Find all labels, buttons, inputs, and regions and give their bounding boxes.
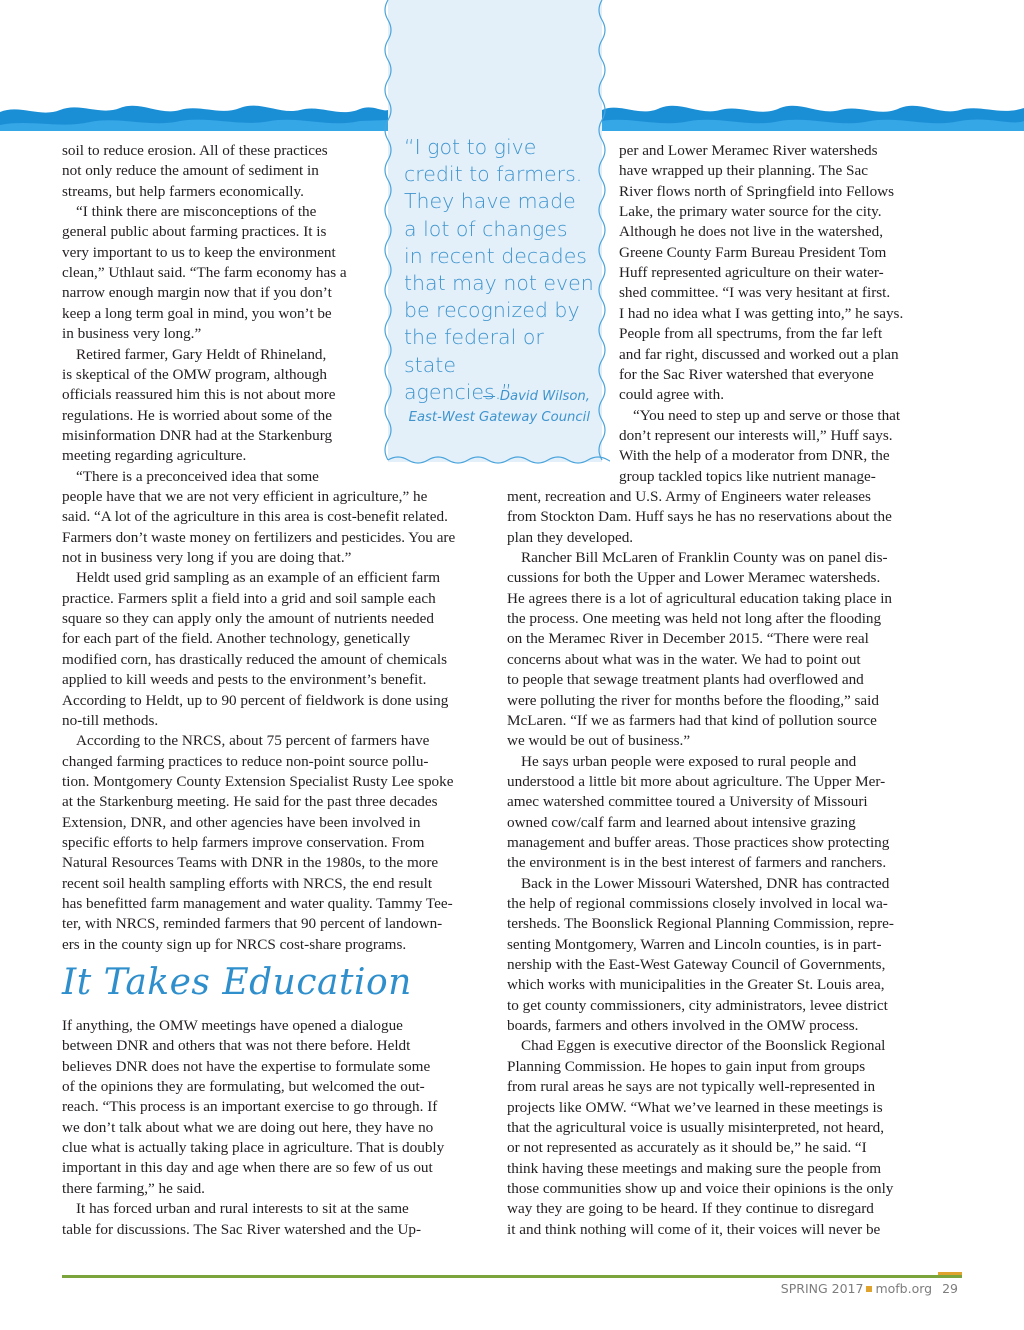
text-line: He agrees there is a lot of agricultural education taking place in (507, 589, 893, 607)
text-line: the help of regional commissions closely involved in local wa- (507, 895, 888, 912)
text-line: projects like OMW. “What we’ve learned in these meetings is (507, 1098, 883, 1116)
text-line: general public about farming practices. It is (62, 223, 327, 241)
text-line: cussions for both the Upper and Lower Meramec watersheds. (507, 569, 881, 587)
footer-site: mofb.org (875, 1281, 933, 1296)
text-line: People from all spectrums, from the far left (619, 325, 883, 343)
text-line: Greene County Farm Bureau President Tom (619, 243, 887, 261)
text-line: According to Heldt, up to 90 percent of fieldwork is done using (62, 691, 449, 709)
text-line: or not represented as accurately as it should be,” he said. “I (507, 1139, 867, 1157)
text-line: people have that we are not very efficient in agriculture,” he (62, 488, 428, 505)
text-line: With the help of a moderator from DNR, the (619, 447, 890, 465)
pull-quote-line: be recognized by (404, 298, 580, 323)
text-line: According to the NRCS, about 75 percent of farmers have (76, 732, 430, 750)
text-line: were polluting the river for months before the flooding,” said (507, 691, 879, 709)
text-line: Although he does not live in the watershed, (619, 223, 884, 241)
text-line: Farmers don’t waste money on fertilizers and pesticides. You are (62, 528, 456, 546)
text-line: reach. “This process is an important exercise to go through. If (62, 1098, 438, 1116)
text-line: Chad Eggen is executive director of the Boonslick Regional (521, 1037, 886, 1055)
text-line: table for discussions. The Sac River watershed and the Up- (62, 1220, 422, 1238)
text-line: we would be out of business.” (507, 732, 691, 750)
pull-quote-line: “I got to give (404, 135, 537, 159)
text-line: practice. Farmers split a field into a grid and soil sample each (62, 589, 436, 607)
text-line: at the Starkenburg meeting. He said for the past three decades (62, 793, 438, 811)
text-line: management and buffer areas. Those practices show protecting (507, 833, 890, 851)
text-line: “There is a preconceived idea that some (76, 467, 319, 485)
text-line: of the opinions they are formulating, but welcomed the out- (62, 1078, 425, 1096)
text-line: McLaren. “If we as farmers had that kind of pollution source (507, 711, 877, 729)
pull-quote-line: a lot of changes (404, 216, 568, 241)
text-line: we don’t talk about what we are doing out here, they have no (62, 1118, 434, 1136)
text-line: believes DNR does not have the expertise to formulate some (62, 1057, 431, 1075)
text-line: on the Meramec River in December 2015. “There were real (507, 630, 869, 648)
text-line: If anything, the OMW meetings have opened a dialogue (62, 1017, 403, 1034)
text-line: not only reduce the amount of sediment in (62, 162, 319, 180)
text-line: Lake, the primary water source for the city. (619, 203, 882, 221)
text-line: to people that sewage treatment plants had overflowed and (507, 671, 864, 689)
text-line: He says urban people were exposed to rural people and (521, 752, 857, 770)
text-line: from Stockton Dam. Huff says he has no reservations about the (507, 508, 892, 526)
text-line: narrow enough margin now that if you don’t (62, 284, 332, 302)
text-line: not in business very long if you are doing that.” (62, 549, 352, 567)
pull-quote-line: East-West Gateway Council (408, 410, 590, 425)
text-line: understood a little bit more about agriculture. The Upper Mer- (507, 772, 886, 790)
text-line: River flows north of Springfield into Fellows (619, 182, 895, 200)
text-line: clue what is actually taking place in agriculture. That is doubly (62, 1139, 445, 1157)
text-line: ers in the county sign up for NRCS cost-share programs. (62, 935, 407, 953)
text-line: said. “A lot of the agriculture in this area is cost-benefit related. (62, 508, 448, 526)
pull-quote-line: the federal or state (404, 325, 544, 377)
text-line: meeting regarding agriculture. (62, 447, 247, 465)
text-line: very important to us to keep the environment (62, 243, 336, 261)
text-line: “You need to step up and serve or those that (633, 406, 901, 424)
text-line: group tackled topics like nutrient manage- (619, 467, 876, 485)
text-line: nership with the East-West Gateway Council of Governments, (507, 956, 886, 974)
text-line: per and Lower Meramec River watersheds (619, 142, 878, 159)
text-line: which works with municipalities in the Greater St. Louis area, (507, 976, 885, 994)
text-line: specific efforts to help farmers improve conservation. From (62, 833, 425, 851)
text-line: way they are going to be heard. If they continue to disregard (507, 1200, 874, 1218)
pull-quote-line: in recent decades (404, 243, 587, 268)
text-line: keep a long term goal in mind, you won’t be (62, 304, 332, 322)
text-line: Natural Resources Teams with DNR in the 1980s, to the more (62, 854, 439, 872)
text-line: officials reassured him this is not about more (62, 386, 336, 404)
pull-quote-line: — David Wilson, (482, 389, 590, 404)
text-line: in business very long.” (62, 325, 202, 343)
text-line: tersheds. The Boonslick Regional Planning Commission, repre- (507, 915, 894, 933)
text-line: for each part of the field. Another technology, genetically (62, 630, 411, 648)
text-line: is skeptical of the OMW program, although (62, 365, 328, 383)
text-line: those communities show up and voice their opinions is the only (507, 1179, 894, 1197)
pull-quote-attribution (404, 386, 590, 428)
text-line: it and think nothing will come of it, their voices will never be (507, 1220, 881, 1238)
text-line: Huff represented agriculture on their water- (619, 264, 884, 282)
text-line: senting Montgomery, Warren and Lincoln counties, is in part- (507, 935, 882, 953)
text-line: It has forced urban and rural interests to sit at the same (76, 1200, 409, 1218)
text-line: could agree with. (619, 386, 725, 404)
page-footer (781, 1281, 958, 1296)
text-line: the environment is in the best interest of farmers and ranchers. (507, 854, 887, 872)
footer-square-icon (866, 1286, 872, 1292)
text-line: have wrapped up their planning. The Sac (619, 162, 868, 180)
text-line: don’t represent our interests will,” Huff says. (619, 426, 893, 444)
text-line: no-till methods. (62, 711, 159, 729)
text-line: important in this day and age when there are so few of us out (62, 1159, 433, 1177)
text-line: that the agricultural voice is usually misinterpreted, not heard, (507, 1118, 885, 1136)
text-line: applied to kill weeds and pests to the environment’s benefit. (62, 671, 427, 689)
text-line: Planning Commission. He hopes to gain input from groups (507, 1057, 866, 1075)
text-line: from rural areas he says are not typically well-represented in (507, 1078, 876, 1096)
text-line: plan they developed. (507, 528, 634, 546)
text-line: concerns about what was in the water. We had to point out (507, 650, 861, 668)
text-line: Extension, DNR, and other agencies have been involved in (62, 813, 421, 831)
text-line: the process. One meeting was held not long after the flooding (507, 610, 882, 628)
text-line: between DNR and others that was not there before. Heldt (62, 1037, 411, 1055)
text-line: Heldt used grid sampling as an example of an efficient farm (76, 569, 441, 587)
text-line: modified corn, has drastically reduced the amount of chemicals (62, 650, 448, 668)
footer-accent (938, 1272, 962, 1275)
text-line: think having these meetings and making sure the people from (507, 1159, 882, 1177)
text-line: changed farming practices to reduce non-point source pollu- (62, 752, 429, 770)
text-line: owned cow/calf farm and learned about intensive grazing (507, 813, 856, 831)
text-line: shed committee. “I was very hesitant at first. (619, 284, 891, 302)
pull-quote-line: They have made (404, 189, 576, 214)
text-line: Rancher Bill McLaren of Franklin County was on panel dis- (521, 549, 888, 567)
text-line: to get county commissioners, city administrators, levee district (507, 996, 888, 1014)
text-line: recent soil health sampling efforts with NRCS, the end result (62, 874, 433, 892)
text-line: soil to reduce erosion. All of these practices (62, 142, 328, 159)
text-line: boards, farmers and others involved in the OMW process. (507, 1017, 859, 1035)
text-line: misinformation DNR had at the Starkenburg (62, 426, 333, 444)
text-line: has benefitted farm management and water quality. Tammy Tee- (62, 895, 453, 912)
page-number: 29 (942, 1281, 958, 1296)
text-line: regulations. He is worried about some of the (62, 406, 332, 424)
text-line: square so they can apply only the amount of nutrients needed (62, 610, 434, 628)
text-line: streams, but help farmers economically. (62, 182, 304, 200)
text-line: amec watershed committee toured a University of Missouri (507, 793, 868, 811)
section-heading: It Takes Education (62, 962, 412, 1003)
footer-issue: SPRING 2017 (780, 1281, 864, 1296)
text-line: “I think there are misconceptions of the (76, 203, 317, 221)
text-line: ment, recreation and U.S. Army of Engineers water releases (507, 488, 871, 505)
text-line: I had no idea what I was getting into,” he says. (619, 304, 904, 322)
text-line: for the Sac River watershed that everyone (619, 365, 874, 383)
pull-quote-line: that may not even (404, 271, 594, 296)
pull-quote-line: agencies.” (404, 379, 512, 404)
pull-quote (404, 134, 600, 406)
text-line: Back in the Lower Missouri Watershed, DNR has contracted (521, 874, 890, 892)
text-line: and far right, discussed and worked out a plan (619, 345, 899, 363)
pull-quote-line: credit to farmers. (404, 162, 583, 187)
text-line: there farming,” he said. (62, 1179, 205, 1197)
text-line: ter, with NRCS, reminded farmers that 90 percent of landown- (62, 915, 443, 933)
text-line: tion. Montgomery County Extension Specialist Rusty Lee spoke (62, 772, 454, 790)
text-line: Retired farmer, Gary Heldt of Rhineland, (76, 345, 327, 363)
footer-rule (62, 1275, 962, 1278)
text-line: clean,” Uthlaut said. “The farm economy has a (62, 264, 347, 282)
